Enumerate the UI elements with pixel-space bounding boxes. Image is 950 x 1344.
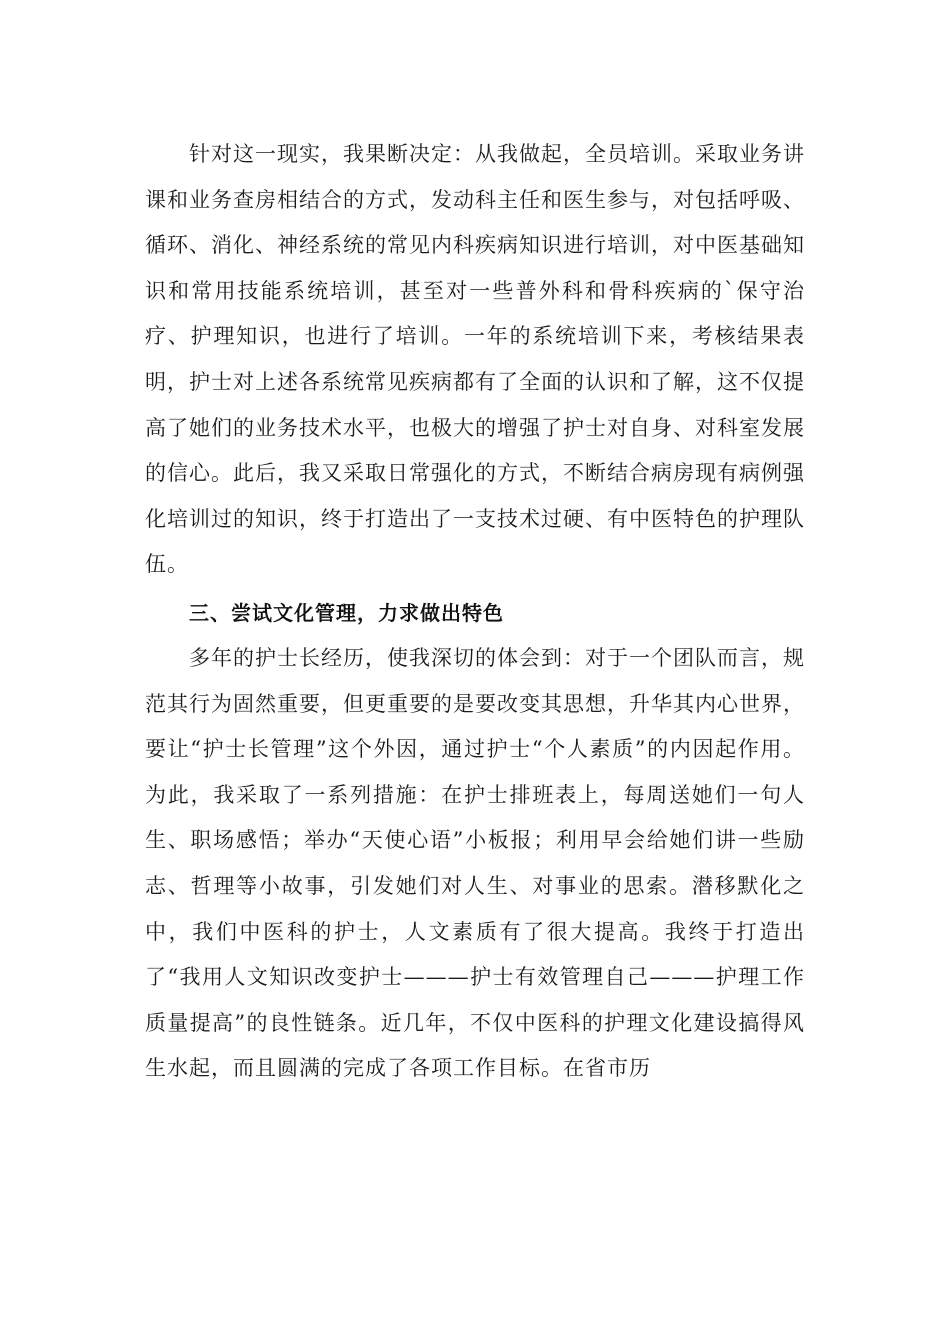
paragraph-culture-management: 多年的护士长经历，使我深切的体会到：对于一个团队而言，规范其行为固然重要，但更重要的是要改变其思想，升华其内心世界，要让“护士长管理”这个外因，通过护士“个人素质”的内因起作用。为此，我采取了一系列措施：在护士排班表上，每周送她们一句人生、职场感悟；举办“天使心语”小板报；利用早会给她们讲一些励志、哲理等小故事，引发她们对人生、对事业的思索。潜移默化之中，我们中医科的护士，人文素质有了很大提高。我终于打造出了“我用人文知识改变护士———护士有效管理自己———护理工作质量提高”的良性链条。近几年，不仅中医科的护理文化建设搞得风生水起，而且圆满的完成了各项工作目标。在省市历	[145, 645, 805, 1081]
paragraph-training: 针对这一现实，我果断决定：从我做起，全员培训。采取业务讲课和业务查房相结合的方式，发动科主任和医生参与，对包括呼吸、循环、消化、神经系统的常见内科疾病知识进行培训，对中医基础知识和常用技能系统培训，甚至对一些普外科和骨科疾病的`保守治疗、护理知识，也进行了培训。一年的系统培训下来，考核结果表明，护士对上述各系统常见疾病都有了全面的认识和了解，这不仅提高了她们的业务技术水平，也极大的增强了护士对自身、对科室发展的信心。此后，我又采取日常强化的方式，不断结合病房现有病例强化培训过的知识，终于打造出了一支技术过硬、有中医特色的护理队伍。	[145, 142, 805, 577]
section-heading-three: 三、尝试文化管理，力求做出特色	[189, 600, 504, 625]
document-body	[145, 132, 805, 1092]
